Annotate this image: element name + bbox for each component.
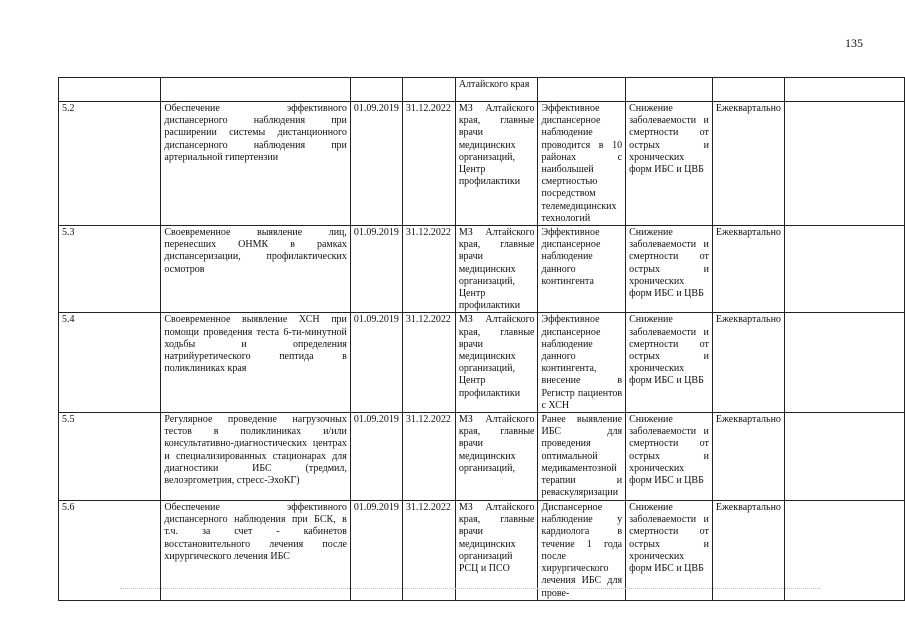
cell-responsible: Алтайского края [455, 78, 538, 102]
cell-responsible: МЗ Алтайского края, главные врачи медицинских организаций, Центр профилактики [455, 102, 538, 226]
cell-periodicity: Ежеквартально [712, 102, 784, 226]
cell-measure: Обеспечение эффективного диспансерного наблюдения при расширении системы дистанционного диспансерного наблюдения при артериальной гипертензии [161, 102, 351, 226]
cell-number: 5.6 [59, 501, 161, 601]
cell-characteristic: Диспансерное наблюдение у кардиолога в течение 1 года после хирургического лечения ИБС для прове- [538, 501, 626, 601]
cell-start-date: 01.09.2019 [350, 313, 402, 413]
cell-characteristic: Ранее выявление ИБС для проведения оптимальной медикаментозной терапии и реваскуляризации [538, 413, 626, 501]
cell-empty [161, 78, 351, 102]
cell-start-date: 01.09.2019 [350, 226, 402, 313]
cell-periodicity: Ежеквартально [712, 313, 784, 413]
cell-periodicity: Ежеквартально [712, 501, 784, 601]
table-row [59, 501, 905, 601]
cell-empty [784, 501, 904, 601]
cell-empty [784, 226, 904, 313]
cell-empty [712, 78, 784, 102]
cell-responsible: МЗ Алтайского края, главные врачи медицинских организаций, Центр профилактики [455, 226, 538, 313]
cell-empty [350, 78, 402, 102]
cell-end-date: 31.12.2022 [402, 501, 455, 601]
measures-table [58, 77, 905, 601]
cell-result: Снижение заболеваемости и смертности от острых и хронических форм ИБС и ЦВБ [626, 313, 713, 413]
table-row [59, 413, 905, 501]
cell-number: 5.2 [59, 102, 161, 226]
cell-empty [784, 78, 904, 102]
cell-measure: Регулярное проведение нагрузочных тестов в поликлиниках и/или консультативно-диагностических центрах и специализированных стационарах для диагностики ИБС (тредмил, велоэргометрия, стресс-ЭхоКГ) [161, 413, 351, 501]
cell-measure: Своевременное выявление ХСН при помощи проведения теста 6-ти-минутной ходьбы и определения натрийуретического пептида в поликлиниках края [161, 313, 351, 413]
page-bottom-divider [120, 588, 820, 589]
table-row [59, 313, 905, 413]
cell-characteristic: Эффективное диспансерное наблюдение проводится в 10 районах с наибольшей смертностью посредством телемедицинских технологий [538, 102, 626, 226]
cell-number: 5.4 [59, 313, 161, 413]
page-number: 135 [845, 36, 863, 50]
cell-end-date: 31.12.2022 [402, 102, 455, 226]
cell-number: 5.5 [59, 413, 161, 501]
cell-empty [784, 313, 904, 413]
cell-end-date: 31.12.2022 [402, 413, 455, 501]
cell-empty [784, 413, 904, 501]
cell-characteristic: Эффективное диспансерное наблюдение данного контингента, внесение в Регистр пациентов с ХСН [538, 313, 626, 413]
cell-characteristic: Эффективное диспансерное наблюдение данного контингента [538, 226, 626, 313]
cell-measure: Своевременное выявление лиц, перенесших ОНМК в рамках диспансеризации, профилактических осмотров [161, 226, 351, 313]
cell-empty [59, 78, 161, 102]
cell-responsible: МЗ Алтайского края, главные врачи медицинских организаций, [455, 413, 538, 501]
cell-end-date: 31.12.2022 [402, 226, 455, 313]
cell-periodicity: Ежеквартально [712, 413, 784, 501]
cell-responsible: МЗ Алтайского края, главные врачи медицинских организаций РСЦ и ПСО [455, 501, 538, 601]
cell-measure: Обеспечение эффективного диспансерного наблюдения при БСК, в т.ч. за счет - кабинетов восстановительного лечения после хирургического лечения ИБС [161, 501, 351, 601]
cell-empty [402, 78, 455, 102]
cell-periodicity: Ежеквартально [712, 226, 784, 313]
cell-result: Снижение заболеваемости и смертности от острых и хронических форм ИБС и ЦВБ [626, 226, 713, 313]
cell-empty [538, 78, 626, 102]
cell-number: 5.3 [59, 226, 161, 313]
cell-empty [784, 102, 904, 226]
cell-empty [626, 78, 713, 102]
cell-result: Снижение заболеваемости и смертности от острых и хронических форм ИБС и ЦВБ [626, 413, 713, 501]
cell-start-date: 01.09.2019 [350, 102, 402, 226]
table-row [59, 102, 905, 226]
cell-start-date: 01.09.2019 [350, 501, 402, 601]
cell-end-date: 31.12.2022 [402, 313, 455, 413]
cell-start-date: 01.09.2019 [350, 413, 402, 501]
cell-responsible: МЗ Алтайского края, главные врачи медицинских организаций, Центр профилактики [455, 313, 538, 413]
cell-result: Снижение заболеваемости и смертности от острых и хронических форм ИБС и ЦВБ [626, 102, 713, 226]
table-row [59, 226, 905, 313]
cell-result: Снижение заболеваемости и смертности от острых и хронических форм ИБС и ЦВБ [626, 501, 713, 601]
table-row-continuation [59, 78, 905, 102]
